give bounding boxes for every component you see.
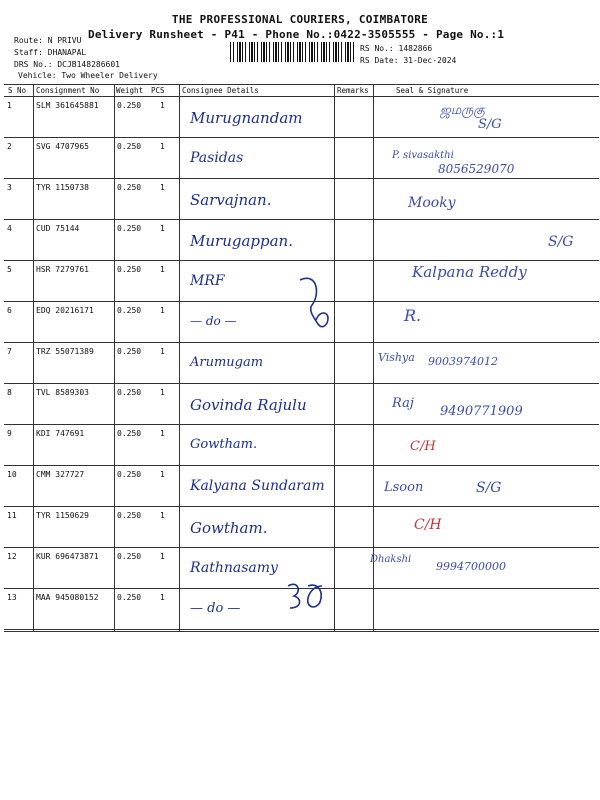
row-consignment-no: CMM 327727 xyxy=(36,470,85,479)
ditto-scribble-2 xyxy=(282,578,330,614)
row-weight: 0.250 xyxy=(117,429,142,438)
row-sno: 11 xyxy=(7,511,17,520)
row-signature: Dhakshi xyxy=(370,554,412,565)
barcode-bar xyxy=(251,42,253,62)
rs-number: RS No.: 1482866 xyxy=(360,44,433,53)
row-signature: Raj xyxy=(392,396,414,411)
row-signature-note: 9490771909 xyxy=(440,404,523,419)
row-consignee: Gowtham. xyxy=(190,437,258,452)
row-signature: Kalpana Reddy xyxy=(412,263,527,281)
row-pcs: 1 xyxy=(160,142,165,151)
barcode-bar xyxy=(233,42,234,62)
barcode-bar xyxy=(350,42,351,62)
row-pcs: 1 xyxy=(160,470,165,479)
barcode-bar xyxy=(329,42,330,62)
barcode-bar xyxy=(261,42,262,62)
drs-label: DRS No.: DCJB148286601 xyxy=(14,60,120,69)
row-signature: Vishya xyxy=(378,351,415,364)
row-divider xyxy=(4,383,599,384)
row-signature: Lsoon xyxy=(384,480,424,495)
row-divider xyxy=(4,629,599,630)
row-pcs: 1 xyxy=(160,224,165,233)
row-sno: 9 xyxy=(7,429,12,438)
barcode-bar xyxy=(341,42,342,62)
barcode-bar xyxy=(242,42,243,62)
row-consignee: Gowtham. xyxy=(190,519,268,537)
row-consignment-no: TVL 8589303 xyxy=(36,388,89,397)
row-pcs: 1 xyxy=(160,101,165,110)
barcode-bar xyxy=(245,42,246,62)
row-signature: Mooky xyxy=(408,195,456,211)
row-consignment-no: KUR 696473871 xyxy=(36,552,99,561)
barcode-bar xyxy=(273,42,274,62)
row-weight: 0.250 xyxy=(117,142,142,151)
row-pcs: 1 xyxy=(160,552,165,561)
barcode-bar xyxy=(293,42,294,62)
row-weight: 0.250 xyxy=(117,224,142,233)
vehicle-label: Vehicle: Two Wheeler Delivery xyxy=(18,71,158,80)
row-weight: 0.250 xyxy=(117,388,142,397)
row-divider xyxy=(4,260,599,261)
row-consignee: Kalyana Sundaram xyxy=(190,478,325,494)
barcode-bar xyxy=(287,42,289,62)
barcode-bar xyxy=(230,42,231,62)
row-sno: 1 xyxy=(7,101,12,110)
barcode-bar xyxy=(269,42,270,62)
row-consignee: Murugnandam xyxy=(190,109,303,127)
barcode-bar xyxy=(257,42,258,62)
row-consignment-no: TYR 1150738 xyxy=(36,183,89,192)
barcode-bar xyxy=(323,42,325,62)
barcode-bar xyxy=(275,42,277,62)
row-signature: P. sivasakthi xyxy=(392,150,454,161)
row-consignee: — do — xyxy=(190,601,241,616)
barcode-bar xyxy=(285,42,286,62)
row-sno: 12 xyxy=(7,552,17,561)
row-consignee: — do — xyxy=(190,314,237,328)
row-divider xyxy=(4,506,599,507)
row-pcs: 1 xyxy=(160,388,165,397)
col-remarks: Remarks xyxy=(337,86,369,95)
barcode-bar xyxy=(317,42,318,62)
row-divider xyxy=(4,137,599,138)
barcode-bar xyxy=(347,42,349,62)
row-signature-note: 8056529070 xyxy=(438,162,515,176)
row-sno: 3 xyxy=(7,183,12,192)
row-divider xyxy=(4,424,599,425)
row-pcs: 1 xyxy=(160,593,165,602)
barcode-bar xyxy=(237,42,238,62)
barcode-bar xyxy=(249,42,250,62)
barcode-bar xyxy=(345,42,346,62)
row-consignment-no: TRZ 55071389 xyxy=(36,347,94,356)
barcode-bar xyxy=(311,42,313,62)
ditto-scribble xyxy=(290,270,340,340)
row-divider xyxy=(4,178,599,179)
row-consignee: Pasidas xyxy=(190,150,244,166)
rs-date: RS Date: 31-Dec-2024 xyxy=(360,56,457,65)
row-signature-note: S/G xyxy=(548,234,574,250)
company-title: THE PROFESSIONAL COURIERS, COIMBATORE xyxy=(171,13,429,26)
row-divider xyxy=(4,547,599,548)
row-weight: 0.250 xyxy=(117,101,142,110)
row-consignment-no: TYR 1150629 xyxy=(36,511,89,520)
barcode-bar xyxy=(321,42,322,62)
row-consignment-no: CUD 75144 xyxy=(36,224,80,233)
row-divider xyxy=(4,219,599,220)
row-sno: 10 xyxy=(7,470,17,479)
barcode-bar xyxy=(281,42,282,62)
row-consignee: MRF xyxy=(190,273,225,289)
row-sno: 4 xyxy=(7,224,12,233)
row-sno: 7 xyxy=(7,347,12,356)
row-signature-note: 9003974012 xyxy=(428,355,498,368)
staff-label: Staff: DHANAPAL xyxy=(14,48,87,57)
col-signature: Seal & Signature xyxy=(396,86,469,95)
barcode-bar xyxy=(297,42,298,62)
barcode-bar xyxy=(290,42,291,62)
row-weight: 0.250 xyxy=(117,265,142,274)
row-signature-note: S/G xyxy=(478,117,502,132)
row-sno: 13 xyxy=(7,593,17,602)
barcode-bar xyxy=(333,42,334,62)
route-label: Route: N PRIVU xyxy=(14,36,82,45)
col-consignee: Consignee Details xyxy=(182,86,259,95)
row-consignment-no: KDI 747691 xyxy=(36,429,85,438)
row-sno: 2 xyxy=(7,142,12,151)
row-consignment-no: SLM 361645881 xyxy=(36,101,99,110)
barcode-bar xyxy=(326,42,327,62)
row-pcs: 1 xyxy=(160,306,165,315)
barcode xyxy=(230,42,354,62)
row-pcs: 1 xyxy=(160,265,165,274)
barcode-bar xyxy=(314,42,315,62)
row-consignee: Sarvajnan. xyxy=(190,191,272,209)
row-sno: 8 xyxy=(7,388,12,397)
row-signature: C/H xyxy=(414,517,442,533)
row-consignee: Rathnasamy xyxy=(190,560,278,576)
barcode-bar xyxy=(305,42,306,62)
barcode-bar xyxy=(353,42,354,62)
row-consignee: Govinda Rajulu xyxy=(190,396,307,414)
row-divider xyxy=(4,465,599,466)
runsheet-title: Delivery Runsheet - P41 - Phone No.:0422-3505555 - Page No.:1 xyxy=(88,28,505,41)
barcode-bar xyxy=(278,42,279,62)
row-sno: 5 xyxy=(7,265,12,274)
row-sno: 6 xyxy=(7,306,12,315)
barcode-bar xyxy=(239,42,241,62)
row-pcs: 1 xyxy=(160,511,165,520)
row-consignment-no: HSR 7279761 xyxy=(36,265,89,274)
row-weight: 0.250 xyxy=(117,306,142,315)
barcode-bar xyxy=(266,42,267,62)
row-divider xyxy=(4,342,599,343)
barcode-bar xyxy=(302,42,303,62)
col-consignment: Consignment No xyxy=(36,86,100,95)
row-weight: 0.250 xyxy=(117,183,142,192)
row-weight: 0.250 xyxy=(117,511,142,520)
barcode-bar xyxy=(254,42,255,62)
row-weight: 0.250 xyxy=(117,552,142,561)
barcode-bar xyxy=(309,42,310,62)
row-signature-note: 9994700000 xyxy=(436,560,506,573)
barcode-bar xyxy=(338,42,339,62)
col-pcs: PCS xyxy=(151,86,165,95)
row-signature: ஜமருகு xyxy=(440,103,485,118)
barcode-bar xyxy=(263,42,265,62)
row-pcs: 1 xyxy=(160,183,165,192)
row-pcs: 1 xyxy=(160,347,165,356)
row-weight: 0.250 xyxy=(117,347,142,356)
row-consignment-no: MAA 945080152 xyxy=(36,593,99,602)
row-consignee: Murugappan. xyxy=(190,232,293,250)
col-weight: Weight xyxy=(116,86,144,95)
row-signature: R. xyxy=(404,306,422,325)
row-consignment-no: SVG 4707965 xyxy=(36,142,89,151)
barcode-bar xyxy=(299,42,301,62)
row-pcs: 1 xyxy=(160,429,165,438)
col-sno: S No xyxy=(8,86,27,95)
row-signature-note: S/G xyxy=(476,480,502,496)
row-consignee: Arumugam xyxy=(190,355,264,370)
row-consignment-no: EDQ 20216171 xyxy=(36,306,94,315)
row-signature: C/H xyxy=(410,439,436,454)
row-weight: 0.250 xyxy=(117,470,142,479)
barcode-bar xyxy=(335,42,337,62)
row-weight: 0.250 xyxy=(117,593,142,602)
